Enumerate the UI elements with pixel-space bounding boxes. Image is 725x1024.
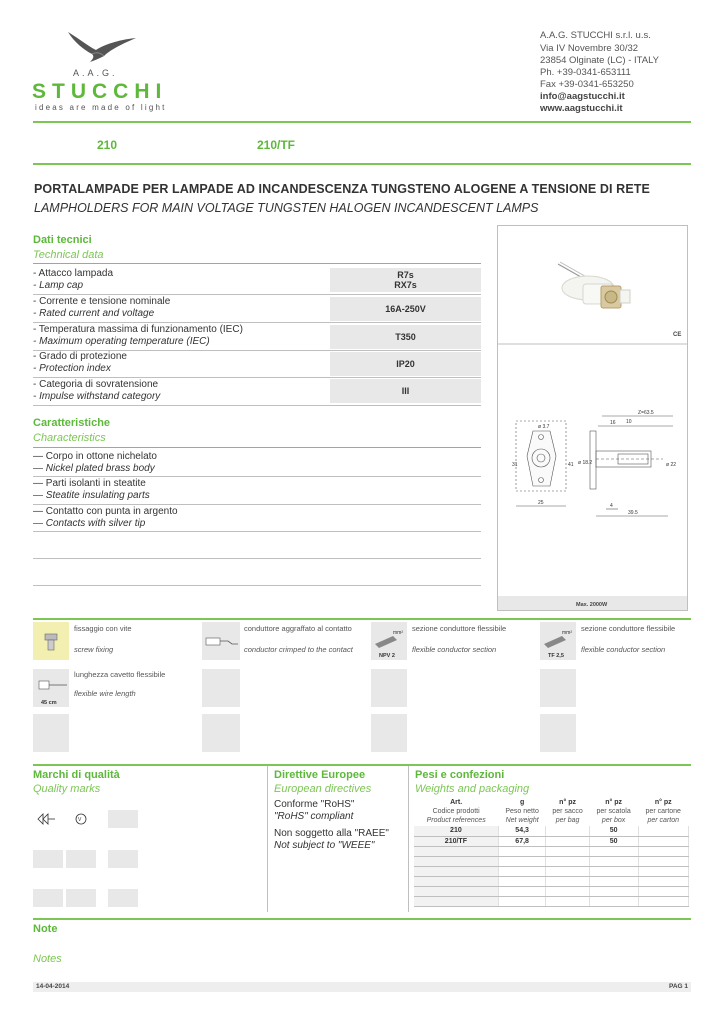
- row-divider: [33, 531, 481, 532]
- row-divider: [33, 294, 481, 295]
- unit-label: mm²: [562, 630, 572, 636]
- notes-heading: Note: [33, 923, 58, 935]
- page-title: PORTALAMPADE PER LAMPADE AD INCANDESCENZA TUNGSTENO ALOGENE A TENSIONE DI RETE: [34, 182, 650, 196]
- flexible-conductor-icon: [371, 622, 407, 660]
- tech-value-1: 16A-250V: [385, 304, 426, 314]
- column-separator: [408, 766, 409, 912]
- col-header: Art. Codice prodotti Product references: [426, 799, 486, 824]
- empty-accessory-slot: [33, 714, 69, 752]
- accessory-label-en: flexible conductor section: [581, 645, 666, 654]
- empty-accessory-slot: [540, 669, 576, 707]
- ce-mark: CE: [673, 332, 682, 338]
- logo-name: STUCCHI: [32, 80, 168, 103]
- column-separator: [267, 766, 268, 912]
- empty-accessory-slot: [371, 714, 407, 752]
- table-row: [414, 846, 689, 856]
- characteristic-item: — Contatto con punta in argento: [33, 506, 178, 517]
- table-cell: 54,3: [498, 826, 546, 836]
- tech-label-en: - Protection index: [33, 363, 111, 374]
- packaging-heading-en: Weights and packaging: [415, 783, 530, 795]
- table-cell: 50: [589, 826, 638, 836]
- row-divider: [33, 558, 481, 559]
- bottom-divider: [33, 764, 691, 766]
- row-divider: [33, 322, 481, 323]
- bird-logo-icon: [60, 28, 140, 68]
- rohs-text-en: "RoHS" compliant: [274, 811, 354, 822]
- directives-heading: Direttive Europee: [274, 769, 366, 781]
- empty-quality-slot: [66, 850, 96, 868]
- notes-divider: [33, 918, 691, 920]
- empty-quality-slot: [66, 889, 96, 907]
- empty-quality-slot: [33, 850, 63, 868]
- dim-label: 31: [512, 462, 518, 468]
- empty-quality-slot: [33, 889, 63, 907]
- tech-value: [330, 379, 481, 403]
- table-cell: [638, 826, 689, 836]
- table-cell: [546, 836, 589, 846]
- empty-accessory-slot: [202, 714, 240, 752]
- dim-label: 4: [610, 503, 613, 509]
- tech-value: [330, 352, 481, 376]
- table-row: [414, 886, 689, 896]
- table-cell: 210/TF: [414, 836, 498, 846]
- accessories-divider: [33, 618, 691, 620]
- accessory-label: lunghezza cavetto flessibile: [74, 670, 166, 679]
- accessory-badge: TF 2,5: [548, 653, 564, 659]
- accessory-label: fissaggio con vite: [74, 624, 132, 633]
- tech-label-en: - Lamp cap: [33, 280, 84, 291]
- product-illustration: [498, 226, 687, 610]
- dim-label: 10: [626, 419, 632, 425]
- product-photo: [558, 262, 630, 308]
- tech-value-1: III: [401, 386, 410, 396]
- table-row: [414, 836, 689, 846]
- weee-text-en: Not subject to "WEEE": [274, 840, 375, 851]
- rohs-text: Conforme "RoHS": [274, 799, 355, 810]
- dim-label: 25: [538, 500, 544, 506]
- directives-heading-en: European directives: [274, 783, 372, 795]
- characteristic-item-en: — Nickel plated brass body: [33, 463, 155, 474]
- tech-value-2: RX7s: [394, 280, 417, 290]
- dim-label: 16: [610, 420, 616, 426]
- tech-value-1: R7s: [397, 270, 414, 280]
- characteristics-heading: Caratteristiche: [33, 417, 111, 429]
- accessory-label-en: flexible wire length: [74, 689, 136, 698]
- accessory-label-en: flexible conductor section: [412, 645, 497, 654]
- table-header-row: [414, 797, 689, 826]
- accessory-label: conduttore aggraffato al contatto: [244, 624, 352, 633]
- product-code-2: 210/TF: [257, 138, 296, 152]
- tech-label-en: - Maximum operating temperature (IEC): [33, 336, 210, 347]
- quality-heading-en: Quality marks: [33, 783, 101, 795]
- tech-label: - Grado di protezione: [33, 351, 127, 362]
- notes-heading-en: Notes: [33, 953, 62, 965]
- col-header: g Peso netto Net weight: [505, 799, 539, 824]
- tech-value: [330, 325, 481, 349]
- technical-heading: Dati tecnici: [33, 234, 92, 246]
- product-code-1: 210: [97, 138, 118, 152]
- tech-value-1: IP20: [396, 359, 415, 369]
- table-cell: [546, 826, 589, 836]
- dim-label: ø 22: [666, 462, 677, 468]
- company-name: A.A.G. STUCCHI s.r.l. u.s.: [540, 30, 651, 41]
- screw-fixing-icon: [33, 622, 69, 660]
- accessory-label-en: screw fixing: [74, 645, 114, 654]
- empty-quality-slot: [108, 810, 138, 828]
- weee-text: Non soggetto alla "RAEE": [274, 828, 389, 839]
- empty-accessory-slot: [202, 669, 240, 707]
- crimped-conductor-icon: [202, 622, 240, 660]
- unit-label: mm²: [393, 630, 403, 636]
- quality-mark-icon: [33, 810, 63, 828]
- dim-label: Z=63.5: [638, 410, 654, 416]
- row-divider: [33, 476, 481, 477]
- col-header: n° pz per sacco per bag: [552, 799, 583, 824]
- flexible-conductor-icon: [540, 622, 576, 660]
- characteristic-item: — Parti isolanti in steatite: [33, 478, 146, 489]
- dim-label: ø 3.7: [538, 424, 550, 430]
- characteristic-item: — Corpo in ottone nichelato: [33, 451, 157, 462]
- product-image-panel: [497, 225, 688, 611]
- codes-divider: [33, 163, 691, 165]
- technical-divider: [33, 263, 481, 264]
- packaging-table: [414, 797, 689, 907]
- row-divider: [33, 377, 481, 378]
- tech-label: - Corrente e tensione nominale: [33, 296, 171, 307]
- table-row: [414, 856, 689, 866]
- dim-label: 39.5: [628, 510, 638, 516]
- fax: Fax +39-0341-653250: [540, 79, 634, 90]
- table-cell: 210: [414, 826, 498, 836]
- table-row: [414, 866, 689, 876]
- dim-label: ø 18.2: [578, 460, 593, 466]
- header-divider: [33, 121, 691, 123]
- empty-quality-slot: [108, 889, 138, 907]
- characteristic-item-en: — Contacts with silver tip: [33, 518, 146, 529]
- row-divider: [33, 585, 481, 586]
- tech-value-1: T350: [395, 332, 416, 342]
- table-row: [414, 876, 689, 886]
- accessory-label-en: conductor crimped to the contact: [244, 645, 353, 654]
- accessory-badge: 45 cm: [41, 700, 57, 706]
- tech-label: - Temperatura massima di funzionamento (IEC): [33, 324, 243, 335]
- col-header: n° pz per scatola per box: [596, 799, 631, 824]
- quality-mark-icon: [66, 810, 96, 828]
- empty-quality-slot: [108, 850, 138, 868]
- dim-label: 41: [568, 462, 574, 468]
- table-row: [414, 826, 689, 836]
- tech-label-en: - Impulse withstand category: [33, 391, 161, 402]
- address-line-1: Via IV Novembre 30/32: [540, 43, 639, 54]
- tech-label: - Attacco lampada: [33, 268, 114, 279]
- empty-accessory-slot: [371, 669, 407, 707]
- accessory-badge: NPV 2: [379, 653, 395, 659]
- tech-label-en: - Rated current and voltage: [33, 308, 155, 319]
- wire-length-icon: [33, 669, 69, 707]
- footer-date: 14-04-2014: [36, 983, 70, 990]
- row-divider: [33, 405, 481, 406]
- page-title-en: LAMPHOLDERS FOR MAIN VOLTAGE TUNGSTEN HALOGEN INCANDESCENT LAMPS: [34, 201, 539, 215]
- logo-tagline: ideas are made of light: [35, 103, 167, 112]
- svg-text:V: V: [78, 817, 82, 823]
- website-link[interactable]: www.aagstucchi.it: [540, 103, 623, 114]
- row-divider: [33, 504, 481, 505]
- table-row: [414, 896, 689, 906]
- logo-letters: A.A.G.: [73, 68, 118, 78]
- accessory-label: sezione conduttore flessibile: [581, 624, 676, 633]
- max-power-label: Max. 2000W: [576, 602, 608, 608]
- characteristics-heading-en: Characteristics: [33, 432, 106, 444]
- page-number: PAG 1: [669, 983, 689, 990]
- characteristics-divider: [33, 447, 481, 448]
- accessory-label: sezione conduttore flessibile: [412, 624, 507, 633]
- table-cell: 50: [589, 836, 638, 846]
- table-cell: 67,8: [498, 836, 546, 846]
- email-link[interactable]: info@aagstucchi.it: [540, 91, 625, 102]
- tech-value: [330, 297, 481, 321]
- quality-heading: Marchi di qualità: [33, 769, 120, 781]
- table-cell: [638, 836, 689, 846]
- phone: Ph. +39-0341-653111: [540, 67, 631, 78]
- tech-value: [330, 268, 481, 292]
- characteristic-item-en: — Steatite insulating parts: [33, 490, 150, 501]
- packaging-heading: Pesi e confezioni: [415, 769, 505, 781]
- technical-heading-en: Technical data: [33, 249, 104, 261]
- col-header: n° pz per cartone per carton: [645, 799, 681, 824]
- tech-label: - Categoria di sovratensione: [33, 379, 159, 390]
- footer-bar: [33, 982, 691, 992]
- address-line-2: 23854 Olginate (LC) - ITALY: [540, 55, 659, 66]
- empty-accessory-slot: [540, 714, 576, 752]
